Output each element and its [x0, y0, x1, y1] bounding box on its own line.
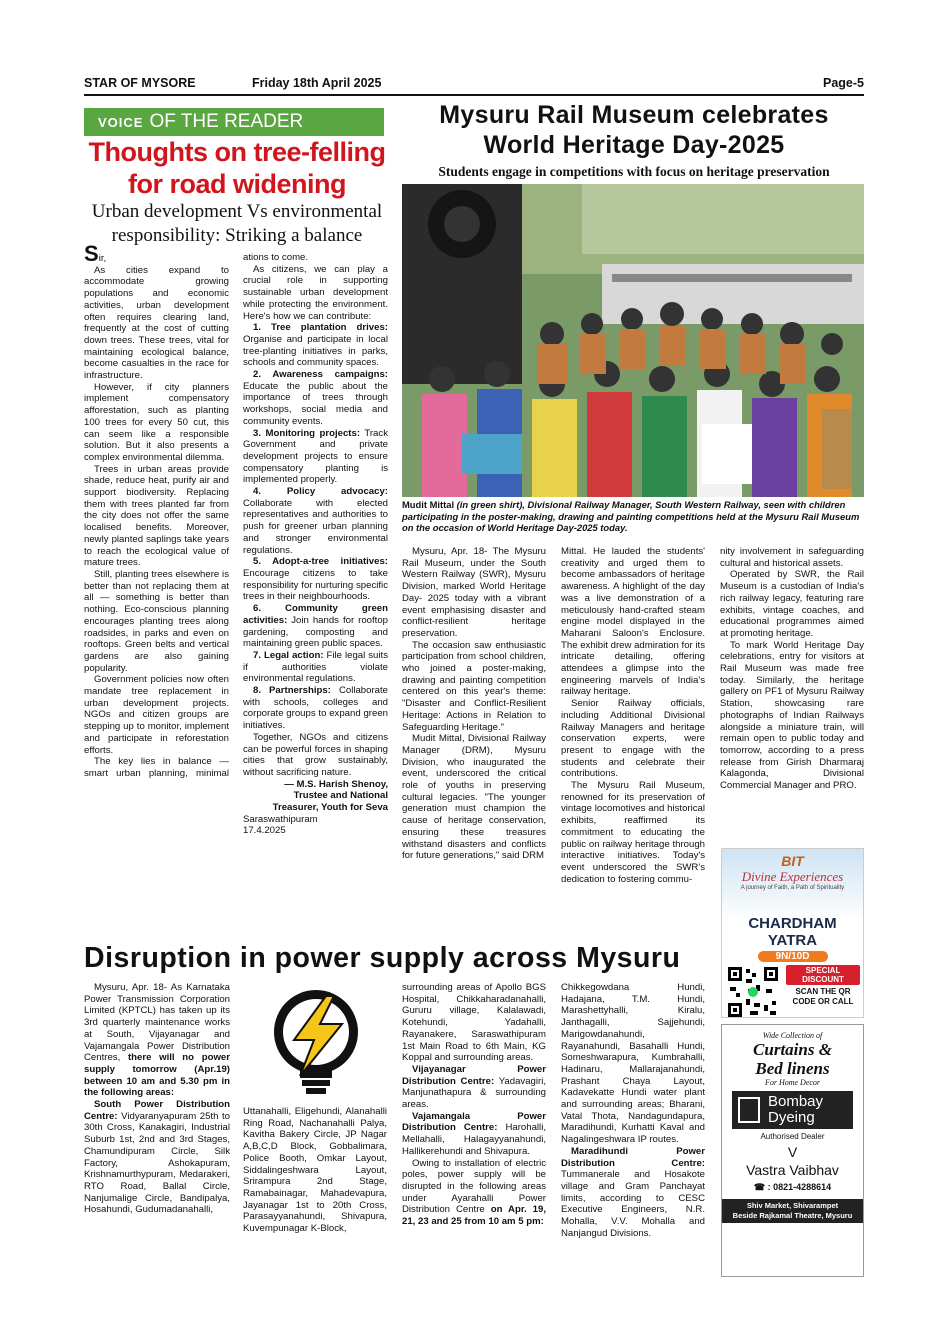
paragraph: Government policies now often mandate tree replacement in urban development projects. NGOs and citizen groups are stepping up to monitor, implement and participate in reforestation efforts. — [84, 674, 229, 756]
curtains-ad — [721, 1024, 864, 1277]
letter-subheadline: Urban development Vs environmental responsibility: Striking a balance — [91, 201, 383, 246]
point-8: 8. Partnerships: Collaborate with schools, colleges and corporate groups to expand green initiatives. — [243, 685, 389, 732]
paragraph: Owing to installation of electric poles, power supply will be disrupted in the following areas under Ayarahalli Power Distribution Centre on Apr. 19, 21, 23 and 25 from 10 am 5 pm: — [402, 1157, 546, 1228]
masthead-rule — [84, 94, 864, 96]
section-banner — [84, 108, 384, 136]
shop-address — [722, 1199, 863, 1223]
section-label: OF THE READER — [149, 111, 304, 132]
power-column-1 — [84, 982, 230, 1216]
paragraph: The Mysuru Rail Museum, renowned for its preservation of vintage locomotives and historical exhibits, reaffirmed its commitment to educating the public on railway heritage through interactive initiatives. Today's event underscored the SWR's dedication to fostering commu- — [561, 780, 705, 885]
signature-title: Trustee and National — [293, 790, 388, 802]
paragraph: The key lies in balance — smart urban planning, minimal — [84, 756, 229, 779]
signature-place: Saraswathipuram — [243, 813, 318, 825]
paragraph: As citizens, we can play a crucial role in supporting sustainable urban development while protecting the environment. Here's how we can contribute: — [243, 263, 388, 322]
ad-body — [722, 965, 863, 1018]
logo-mark-icon — [738, 1097, 760, 1123]
point-2: 2. Awareness campaigns: Educate the public about the importance of trees through workshops, social media and community events. — [243, 369, 388, 427]
continuation: ations to come. — [243, 252, 309, 263]
ad-header — [722, 849, 863, 921]
paragraph: The occasion saw enthusiastic participation from school children, who joined a poster-making, drawing and painting competition centered on this year's theme: "Disaster and Conflict-Resilient Heritage: Actions in Relation to Safeguarding Heritage." — [402, 639, 546, 733]
lightbulb-bolt-icon — [246, 984, 386, 1106]
paragraph: As cities expand to accommodate growing populations and economic activities, urban development often requires clearing land, frequently at the cost of cutting down trees. These trees, vital for maintaining ecological balance, become casualties in the race for infrastructure. — [84, 264, 229, 382]
address-line-2: Beside Rajkamal Theatre, Mysuru — [732, 1211, 853, 1220]
masthead — [84, 76, 864, 94]
paragraph: Maradihundi Power Distribution Centre: Tummanerale and Hosakote village and Gram Panchayat limits, according to CESC Executive Engineers, N.R. Mohalla, V.V. Mohalla and Nanjangud Divisions. — [561, 1145, 705, 1239]
shop-name: Vastra Vaibhav — [746, 1162, 839, 1178]
point-5: 5. Adopt-a-tree initiatives: Encourage citizens to take responsibility for nurturing specific trees in their neighbourhoods. — [243, 556, 388, 603]
paragraph: Vijayanagar Power Distribution Centre: Yadavagiri, Manjunathapura & surrounding areas. — [402, 1063, 547, 1111]
point-4: 4. Policy advocacy: Collaborate with elected representatives and authorities to push for greener urban planning and stronger environmental regulations. — [243, 486, 388, 556]
rail-headline: Mysuru Rail Museum celebrates World Heritage Day-2025 — [439, 101, 829, 159]
paragraph: Mysuru, Apr. 18- The Mysuru Rail Museum, under the South Western Railway (SWR), Mysuru Division, marked World Heritage Day- 2025 today with a vibrant event emphasising disaster and conflict-resilient heritage preservation. — [402, 546, 546, 639]
paragraph: However, if city planners implement compensatory afforestation, such as planting 100 trees for every 50 cut, this can seem like a responsible solution. But it also presents a complex environmental dilemma. — [84, 381, 229, 463]
power-headline: Disruption in power supply across Mysuru — [84, 942, 681, 974]
letter-column-2 — [243, 252, 388, 837]
ad-line-1: Wide Collection of — [762, 1031, 823, 1040]
power-column-2 — [243, 1106, 387, 1235]
rail-column-3 — [720, 546, 864, 792]
power-column-3 — [402, 982, 546, 1228]
photo-illustration — [402, 184, 864, 497]
logo-text-2: Dyeing — [768, 1109, 815, 1126]
paragraph: Uttanahalli, Eligehundi, Alanahalli Ring Road, Nachanahalli Palya, Kavitha Bakery Circle, JP Nagar A,B,C,D Block, Gobbalimara, Police Booth, Omkar Layout, Siddalingeshwara Layout, Srirampura 2nd Stage, Ramabainagar, Mahadevapura, Jayanagar 1st to 20th Cross, Parasayyanahundi, Shivapura, Kuvempunagar K-Block, — [243, 1106, 387, 1235]
special-discount-badge: SPECIAL DISCOUNT — [786, 965, 860, 985]
paragraph: South Power Distribution Centre: Vidyaranyapuram 25th to 30th Cross, Kanakagiri, Industrial Suburb 1st, 2nd and 3rd Stages, Chamundipuram Circle, Silk Factory, Ashokapuram, Krishnamurthypuram, Medarakeri, RTO Road, Ballal Circle, Nanjumalige Circle, Bandipalya, Hosahundi, Gudumadanahalli, — [84, 1099, 230, 1216]
paragraph: Together, NGOs and citizens can be powerful forces in shaping cities that grow sustainably, without sacrificing nature. — [243, 731, 388, 778]
power-column-4 — [561, 982, 705, 1239]
bombay-dyeing-logo — [732, 1091, 853, 1129]
signature-name: — M.S. Harish Shenoy, — [284, 778, 388, 790]
page-number: Page-5 — [823, 76, 864, 90]
rail-subheadline: Students engage in competitions with focus on heritage preservation — [438, 164, 830, 179]
paragraph: Operated by SWR, the Rail Museum is a custodian of India's rich railway legacy, featuring rare exhibits, vintage coaches, and educational programmes aimed at promoting heritage. — [720, 569, 864, 639]
shop-phone[interactable]: ☎ : 0821-4288614 — [753, 1182, 832, 1192]
ad-title: CHARDHAM YATRA — [748, 915, 837, 949]
salutation: Sir, — [84, 241, 107, 266]
paragraph: Chikkegowdana Hundi, Hadajana, T.M. Hundi, Marashettyhalli, Kiralu, Janthagalli, Sajjehundi, Marigowdanahundi, Rayanahundi, Basahalli Hundi, Someshwarapura, Kumbrahalli, Hadinaru, Mallarajanahundi, Prashant Chaya Layout, Kadavekatte Hundi water plant and surrounding areas; Bharani, Vatal Thota, Nandagundapura, Maradihundi, Kurhatti Kaval and Nagalingeshwara IP routes. — [561, 982, 705, 1146]
signature-date: 17.4.2025 — [243, 825, 286, 837]
ad-duration: 9N/10D — [758, 951, 828, 962]
address-line-1: Shiv Market, Shivarampet — [746, 1201, 839, 1210]
authorised-dealer: Authorised Dealer — [760, 1132, 825, 1141]
paragraph: Senior Railway officials, including Additional Divisional Railway Managers and heritage conservation experts, were present to engage with the students and celebrate their contributions. — [561, 698, 705, 780]
ad-line-3: Bed linens — [755, 1059, 830, 1078]
photo-caption: Mudit Mittal (in green shirt), Divisional Railway Manager, South Western Railway, seen with children participating in the poster-making, drawing and painting competitions held at the Mysuru Rail Museum on the occasion of World Heritage Day-2025 today. — [402, 499, 860, 533]
point-6: 6. Community green activities: Join hands for rooftop gardening, composting and maintaining green public spaces. — [243, 603, 388, 650]
qr-code-icon[interactable] — [726, 965, 780, 1018]
issue-date: Friday 18th April 2025 — [252, 76, 382, 90]
paragraph: Vajamangala Power Distribution Centre: Harohalli, Mellahalli, Halagayyanahundi, Hallikerehundi and Shivapura. — [402, 1110, 546, 1157]
paragraph: Mittal. He lauded the students' creativity and urged them to become ambassadors of heritage awareness. A highlight of the day was a live demonstration of a meticulously hand-crafted steam engine model displayed in the Maharani Saloon's Enclosure. The exhibit drew admiration for its intricate detailing, offering attendees a glimpse into the engineering marvels of India's railway heritage. — [561, 546, 705, 698]
point-7: 7. Legal action: File legal suits if authorities violate environmental regulations. — [243, 649, 388, 685]
paragraph: Mudit Mittal, Divisional Railway Manager (DRM), Mysuru Division, who inaugurated the event, underscored the critical role of youths in preserving cultural legacies. "The younger generation must champion the cause of heritage conservation, ensuring these treasures withstand disasters and conflicts for future generations," said DRM — [402, 733, 546, 862]
rail-museum-photo — [402, 184, 864, 497]
paragraph: Still, planting trees elsewhere is better than not replacing them at all — something is better than nothing. Eco-conscious planning encourages planting trees along roadsides, in parks and even on rooftops. Green belts and vertical gardens are also gaining popularity. — [84, 568, 229, 674]
paper-name: STAR OF MYSORE — [84, 76, 196, 90]
ad-subtag: A journey of Faith, a Path of Spirituality — [740, 885, 845, 891]
logo-text-1: Bombay — [768, 1093, 824, 1110]
ad-tagline: Divine Experiences — [741, 869, 844, 884]
letter-headline: Thoughts on tree-felling for road widening — [88, 137, 386, 199]
point-1: 1. Tree plantation drives: Organise and participate in local tree-planting initiatives in parks, schools and community spaces. — [243, 322, 388, 369]
paragraph: To mark World Heritage Day celebrations, entry for visitors at Rail Museum was made free today. Similarly, the heritage gallery on PF1 of Mysuru Railway Station, showcasing rare photographs of Indian Railways alongside a miniature train, will remain open to public today and tomorrow, according to a press release from Girish Dharmaraj Kalagonda, Divisional Commercial Manager and PRO. — [720, 639, 864, 792]
paragraph: surrounding areas of Apollo BGS Hospital, Chikkaharadanahalli, Gururu village, Kalalawadi, Kotehundi, Yadahalli, Rayanakere, Saraswathipuram 1st Main Road to 6th Main, KG Koppal and surrounding areas. — [402, 982, 546, 1064]
paragraph: Trees in urban areas provide shade, reduce heat, purify air and support biodiversity. Replacing them with trees planted far from the city does not offer the same localised benefits. Moreover, newly planted saplings take years to reach the ecological value of mature trees. — [84, 463, 229, 569]
letter-column-1 — [84, 241, 229, 780]
paragraph: nity involvement in safeguarding cultural and historical assets. — [720, 546, 864, 569]
section-prefix: VOICE — [98, 115, 144, 130]
ad-line-2: Curtains & — [753, 1040, 832, 1059]
point-3: 3. Monitoring projects: Track Government and private development projects to ensure compensatory planting is implemented properly. — [243, 427, 388, 486]
ad-line-4: For Home Decor — [764, 1078, 821, 1087]
paragraph: Mysuru, Apr. 18- As Karnataka Power Transmission Corporation Limited (KPTCL) has taken up its 3rd quarterly maintenance works at South, Vijayanagar and Vajamangala Power Distribution Centres, there will no power supply tomorrow (Apr.19) between 10 am and 5.30 pm in the following areas: — [84, 982, 230, 1099]
rail-column-2 — [561, 546, 705, 885]
signature-org: Treasurer, Youth for Seva — [272, 802, 388, 814]
ad-scan-text: SCAN THE QR CODE OR CALL — [792, 987, 854, 1006]
v-logo-icon: V — [787, 1144, 798, 1160]
chardham-yatra-ad — [721, 848, 864, 1018]
ad-brand: BIT — [781, 853, 804, 869]
rail-column-1 — [402, 546, 546, 862]
